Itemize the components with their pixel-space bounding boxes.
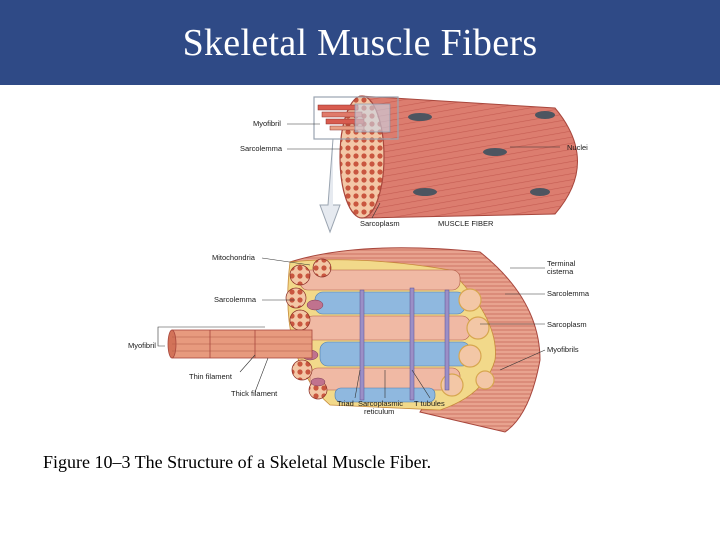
- label-mitochondria: Mitochondria: [212, 253, 255, 262]
- label-thick-filament: Thick filament: [231, 389, 278, 398]
- label-sarcolemma-right: Sarcolemma: [547, 289, 590, 298]
- callout-arrow: [320, 139, 340, 232]
- nucleus: [413, 188, 437, 196]
- label-sarcoplasm-top: Sarcoplasm: [360, 219, 400, 228]
- label-nuclei: Nuclei: [567, 143, 588, 152]
- nucleus: [483, 148, 507, 156]
- figure-caption: Figure 10–3 The Structure of a Skeletal Muscle Fiber.: [43, 452, 432, 472]
- label-thin-filament: Thin filament: [189, 372, 232, 381]
- label-sarcoplasmic-2: reticulum: [364, 407, 395, 416]
- muscle-fiber-top: [314, 96, 578, 232]
- nucleus: [530, 188, 550, 196]
- label-muscle-fiber: MUSCLE FIBER: [438, 219, 494, 228]
- protruding-myofibril: [168, 330, 312, 358]
- slide-title: Skeletal Muscle Fibers: [182, 21, 538, 64]
- label-terminal-2: cisterna: [547, 267, 574, 276]
- mitochondrion: [307, 300, 323, 310]
- cutaway-diagram: [168, 248, 540, 432]
- label-sarcolemma-top: Sarcolemma: [240, 144, 283, 153]
- muscle-fiber-diagram: [118, 90, 600, 442]
- label-myofibril-top: Myofibril: [253, 119, 281, 128]
- title-bar: [0, 0, 720, 85]
- label-triad: Triad: [337, 399, 354, 408]
- nucleus: [535, 111, 555, 119]
- label-sarcoplasmic-1: Sarcoplasmic: [358, 399, 404, 408]
- label-myofibril-left: Myofibril: [128, 341, 156, 350]
- label-sarcoplasm-right: Sarcoplasm: [547, 320, 587, 329]
- mitochondrion: [311, 378, 325, 386]
- label-t-tubules: T tubules: [414, 399, 445, 408]
- nucleus: [408, 113, 432, 121]
- label-sarcolemma-left: Sarcolemma: [214, 295, 257, 304]
- label-myofibrils-right: Myofibrils: [547, 345, 579, 354]
- label-terminal-1: Terminal: [547, 259, 576, 268]
